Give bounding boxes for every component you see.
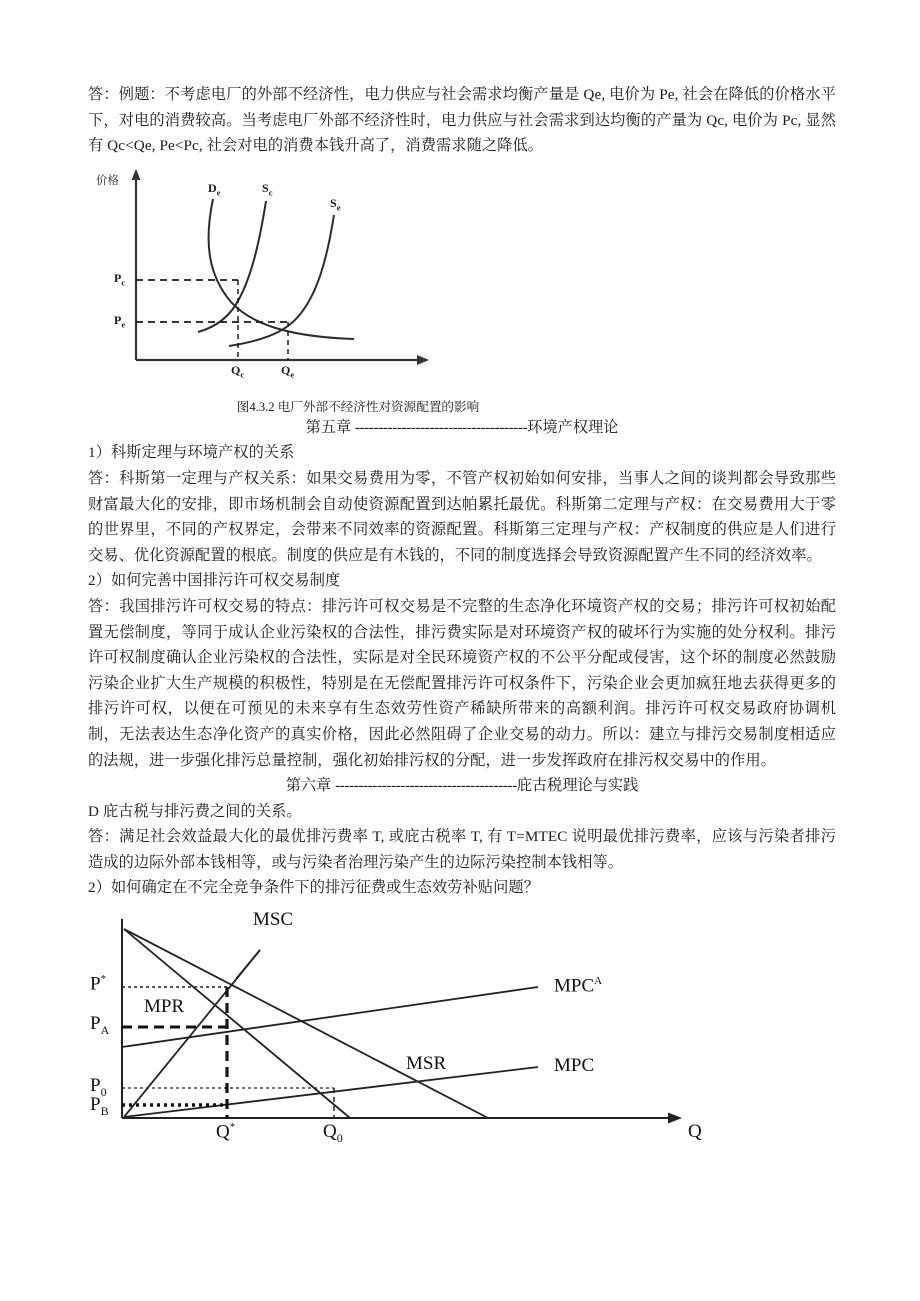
question-3: D 庇古税与排污费之间的关系。 (88, 802, 302, 820)
chapter-5-dashes: ------------------------------------- (354, 418, 528, 436)
figure2-xtick-qstar: Q* (216, 1121, 236, 1143)
answer-3: 答：满足社会效益最大化的最优排污费率 T, 或庇古税率 T, 有 T=MTEC 说明最优排污费率，应该与污染者排污造成的边际外部本钱相等，或与污染者治理污染产生的边际污染控制本钱相等。 (88, 828, 836, 871)
figure1-supply-curve-e (229, 215, 334, 346)
figure1-ytick-pc: $P_c$ (114, 270, 126, 288)
figure2-ytick-pa: $P_A$ (90, 1013, 110, 1037)
question-4: 2）如何确定在不完全竞争条件下的排污征费或生态效劳补贴问题？ (88, 879, 540, 897)
figure2-msc-leader (236, 950, 260, 979)
figure2-label-msr: MSR (406, 1053, 447, 1075)
figure2-label-msc: MSC (253, 909, 294, 931)
figure1-label-demand: $D_e$ (208, 180, 221, 198)
figure2-xtick-q0: $Q_0$ (323, 1121, 343, 1145)
figure2-ytick-pb: $P_B$ (90, 1094, 109, 1118)
figure-power-plant-externality (96, 167, 656, 399)
figure2-ytick-p0: $P_0$ (90, 1075, 107, 1099)
figure1-ytick-pe: $P_e$ (114, 312, 126, 330)
answer-2: 答：我国排污许可权交易的特点：排污许可权交易是不完整的生态净化环境资产权的交易；排污许可权初始配置无偿制度，等同于成认企业污染权的合法性，排污费实际是对环境资产权的破坏行为实施的处分权利。排污许可权制度确认企业污染权的合法性，实际是对全民环境资产权的不公平分配或侵害，这个坏的制度必然鼓励污染企业扩大生产规模的积极性，特别是在无偿配置排污许可权条件下，污染企业会更加疯狂地去获得更多的排污许可权，以便在可预见的未来享有生态效劳性资产稀缺所带来的高额利润。排污许可权交易政府协调机制，无法表达生态净化资产的真实价格，因此必然阻碍了企业交易的动力。所以：建立与排污交易制度相适应的法规，进一步强化排污总量控制，强化初始排污权的分配，进一步发挥政府在排污权交易中的作用。 (88, 597, 836, 769)
figure1-label-supply-e: $S_e$ (330, 195, 341, 213)
figure2-mpc-a-curve (122, 987, 538, 1047)
figure1-caption: 图4.3.2 电厂外部不经济性对资源配置的影响 (236, 399, 480, 414)
question-1: 1）科斯定理与环境产权的关系 (88, 444, 295, 462)
chapter-5-heading (88, 415, 836, 441)
chapter-6-prefix: 第六章 (285, 777, 336, 795)
figure2-x-axis-arrow (668, 1113, 682, 1124)
figure1-supply-curve-c (198, 201, 266, 332)
figure2-svg (88, 903, 828, 1153)
figure1-xtick-qe: $Q_e$ (281, 362, 295, 380)
chapter-6-dashes: --------------------------------------- (335, 777, 517, 795)
figure1-label-supply-c: $S_c$ (262, 180, 273, 198)
chapter-5-suffix: 环境产权理论 (527, 418, 619, 436)
figure-imperfect-competition (88, 903, 828, 1153)
chapter-6-heading (88, 773, 836, 799)
question-2: 2）如何完善中国排污许可权交易制度 (88, 572, 341, 590)
figure1-y-axis-arrow (132, 169, 141, 180)
figure1-y-axis-label: 价格 (96, 174, 119, 187)
figure2-ytick-pstar: P* (90, 973, 107, 995)
answer-1: 答：科斯第一定理与产权关系：如果交易费用为零，不管产权初始如何安排，当事人之间的谈判都会导致那些财富最大化的安排，即市场机制会自动使资源配置到达帕累托最优。科斯第二定理与产权：在交易费用大于零的世界里，不同的产权界定，会带来不同效率的资源配置。科斯第三定理与产权：产权制度的供应是人们进行交易、优化资源配置的根底。制度的供应是有木钱的，不同的制度选择会导致资源配置产生不同的经济效率。 (88, 469, 836, 564)
chapter-5-prefix: 第五章 (305, 418, 355, 436)
chapter-6-suffix: 庇古税理论与实践 (516, 777, 639, 795)
figure2-mpr-curve (124, 929, 350, 1118)
figure1-x-axis-arrow (417, 355, 429, 365)
figure2-label-mpc-a: $MPC^A$ (554, 975, 603, 997)
figure2-label-mpc: MPC (554, 1055, 595, 1077)
figure2-msr-curve (124, 929, 488, 1118)
figure2-mpc-curve (124, 1067, 538, 1117)
figure2-label-mpr: MPR (144, 996, 185, 1018)
figure2-x-axis-label: Q (688, 1121, 702, 1143)
figure1-svg (96, 167, 656, 399)
paragraph-answer-example: 答：例题：不考虑电厂的外部不经济性，电力供应与社会需求均衡产量是 Qe, 电价为 Pe, 社会在降低的价格水平下，对电的消费较高。当考虑电厂外部不经济性时，电力供应与社会需求到达均衡的产量为 Qc, 电价为 Pc, 显然有 Qc<Qe, Pe<Pc, 社会对电的消费本钱升高了，消费需求随之降低。 (88, 86, 836, 155)
figure1-xtick-qc: $Q_c$ (231, 362, 245, 380)
document-body (88, 82, 836, 1153)
